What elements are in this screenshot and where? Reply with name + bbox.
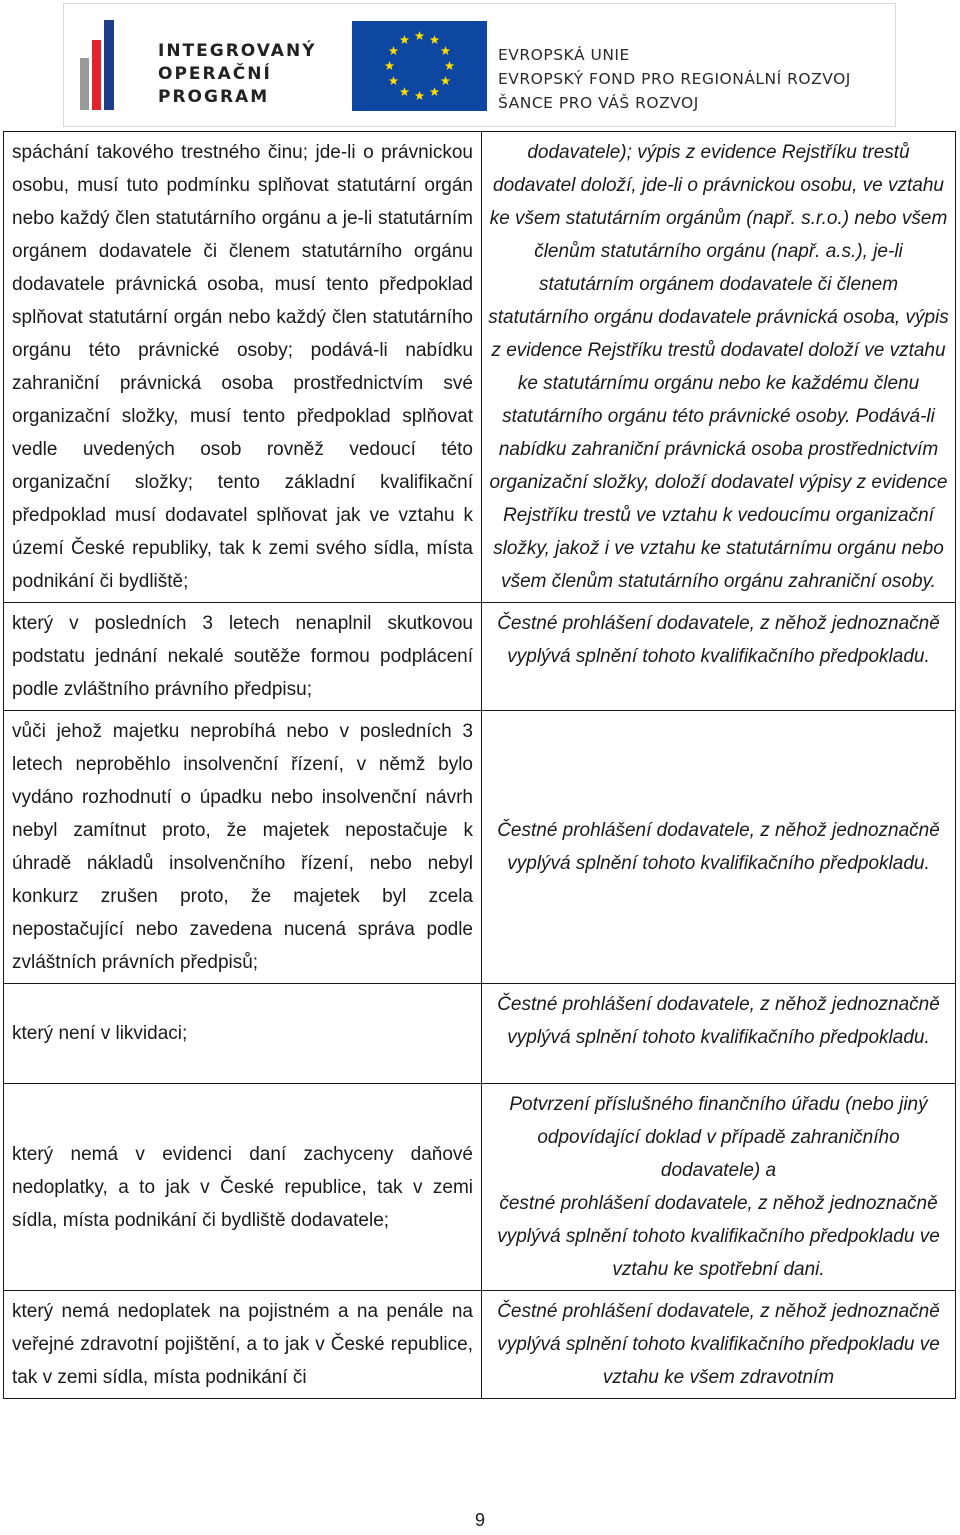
page-number: 9 xyxy=(474,1510,485,1530)
table-row xyxy=(4,132,956,603)
iop-logo-text xyxy=(158,40,317,109)
evidence-cell: Čestné prohlášení dodavatele, z něhož jednoznačně vyplývá splnění tohoto kvalifikačního předpokladu. xyxy=(482,711,956,984)
evidence-cell: Čestné prohlášení dodavatele, z něhož jednoznačně vyplývá splnění tohoto kvalifikačního předpokladu. xyxy=(482,603,956,711)
requirement-cell: vůči jehož majetku neprobíhá nebo v posledních 3 letech neproběhlo insolvenční řízení, v němž bylo vydáno rozhodnutí o úpadku nebo insolvenční návrh nebyl zamítnut proto, že majetek nepostačuje k úhradě nákladů insolvenčního řízení, nebo nebyl konkurz zrušen proto, že majetek byl zcela nepostačující nebo zavedena nucená správa podle zvláštních právních předpisů; xyxy=(4,711,482,984)
table-row xyxy=(4,603,956,711)
qualification-table xyxy=(3,131,956,1399)
eu-logo-text xyxy=(498,43,851,115)
eu-line-3: ŠANCE PRO VÁŠ ROZVOJ xyxy=(498,94,699,112)
eu-flag-icon xyxy=(352,21,487,111)
table-row xyxy=(4,984,956,1084)
requirement-cell: spáchání takového trestného činu; jde-li o právnickou osobu, musí tuto podmínku splňovat statutární orgán nebo každý člen statutárního orgánu a je-li statutárním orgánem dodavatele či členem statutárního orgánu dodavatele právnická osoba, musí tento předpoklad splňovat statutární orgán nebo každý člen statutárního orgánu této právnické osoby; podává-li nabídku zahraniční právnická osoba prostřednictvím své organizační složky, musí tento předpoklad splňovat vedle uvedených osob rovněž vedoucí této organizační složky; tento základní kvalifikační předpoklad musí dodavatel splňovat jak ve vztahu k území České republiky, tak k zemi svého sídla, místa podnikání či bydliště; xyxy=(4,132,482,603)
iop-logo-icon xyxy=(80,20,114,110)
requirement-cell: který není v likvidaci; xyxy=(4,984,482,1084)
requirement-cell: který nemá nedoplatek na pojistném a na penále na veřejné zdravotní pojištění, a to jak v České republice, tak v zemi sídla, místa podnikání či xyxy=(4,1291,482,1399)
iop-line-1: INTEGROVANÝ xyxy=(158,41,317,61)
requirement-cell: který v posledních 3 letech nenaplnil skutkovou podstatu jednání nekalé soutěže formou podplácení podle zvláštního právního předpisu; xyxy=(4,603,482,711)
table-row xyxy=(4,1084,956,1291)
eu-line-2: EVROPSKÝ FOND PRO REGIONÁLNÍ ROZVOJ xyxy=(498,70,851,88)
evidence-cell: Čestné prohlášení dodavatele, z něhož jednoznačně vyplývá splnění tohoto kvalifikačního předpokladu ve vztahu ke všem zdravotním xyxy=(482,1291,956,1399)
evidence-cell: dodavatele); výpis z evidence Rejstříku trestů dodavatel doloží, jde-li o právnickou osobu, ve vztahu ke všem statutárním orgánům (např. s.r.o.) nebo všem členům statutárního orgánu (např. a.s.), je-li statutárním orgánem dodavatele či členem statutárního orgánu dodavatele právnická osoba, výpis z evidence Rejstříku trestů dodavatel doloží ve vztahu ke statutárnímu orgánu nebo ke každému členu statutárního orgánu této právnické osoby. Podává-li nabídku zahraniční právnická osoba prostřednictvím organizační složky, doloží dodavatel výpisy z evidence Rejstříku trestů ve vztahu k vedoucímu organizační složky, jakož i ve vztahu ke statutárnímu orgánu nebo všem členům statutárního orgánu zahraniční osoby. xyxy=(482,132,956,603)
eu-line-1: EVROPSKÁ UNIE xyxy=(498,46,630,64)
table-row xyxy=(4,1291,956,1399)
requirement-cell: který nemá v evidenci daní zachyceny daňové nedoplatky, a to jak v České republice, tak v zemi sídla, místa podnikání či bydliště dodavatele; xyxy=(4,1084,482,1291)
evidence-line: čestné prohlášení dodavatele, z něhož jednoznačně vyplývá splnění tohoto kvalifikačního předpokladu ve vztahu ke spotřební dani. xyxy=(497,1193,940,1280)
table-row xyxy=(4,711,956,984)
iop-line-2: OPERAČNÍ xyxy=(158,64,272,84)
evidence-cell xyxy=(482,1084,956,1291)
iop-line-3: PROGRAM xyxy=(158,87,270,107)
evidence-cell: Čestné prohlášení dodavatele, z něhož jednoznačně vyplývá splnění tohoto kvalifikačního předpokladu. xyxy=(482,984,956,1084)
evidence-line: Potvrzení příslušného finančního úřadu (nebo jiný odpovídající doklad v případě zahraničního dodavatele) a xyxy=(509,1094,928,1181)
